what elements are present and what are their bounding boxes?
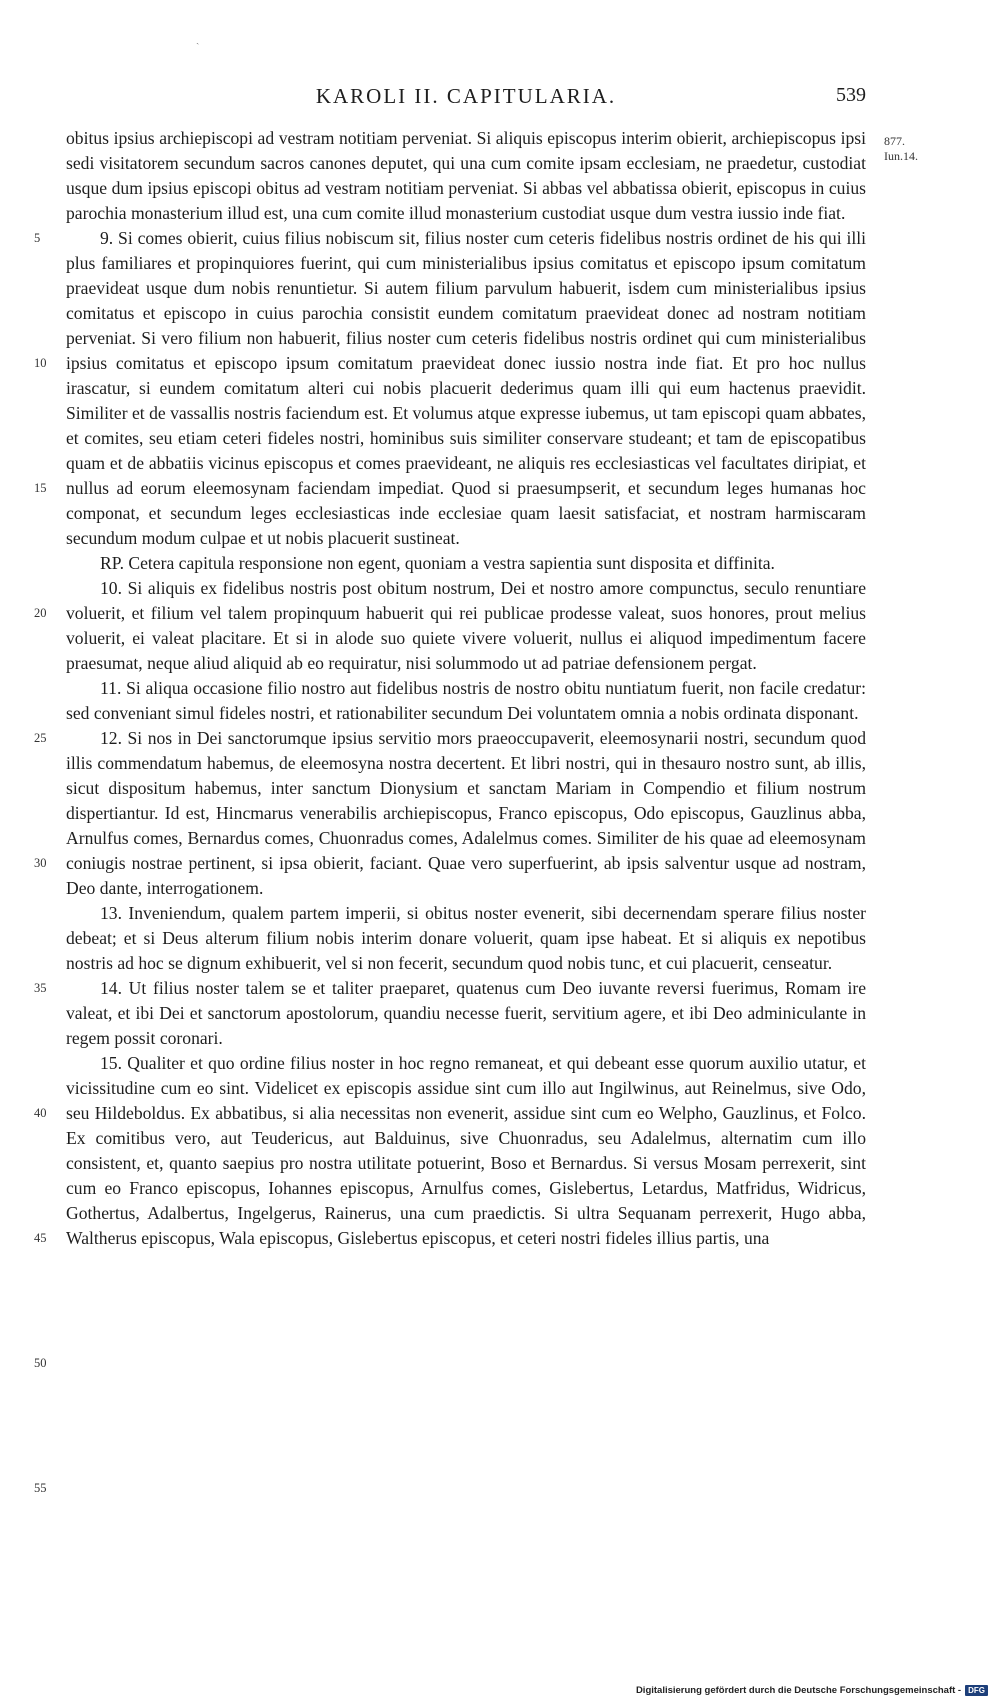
line-number: 25 [34,731,47,745]
running-title: KAROLI II. CAPITULARIA. [315,84,617,108]
line-number: 15 [34,481,47,495]
credit-text: Digitalisierung gefördert durch die Deutsche Forschungsgemeinschaft - [635,1685,962,1696]
paragraph-chapter-12: 12. Si nos in Dei sanctorumque ipsius servitio mors praeoccupaverit, eleemosynarii nostri, secundum quod illis commendatum habemus, de eleemosyna nostra decertent. Et libri nostri, qui in thesauro nostro sunt, ab illis, sicut dispositum habemus, inter sanctum Dionysium et sanctam Mariam in Compendio et filium nostrum dispertiantur. Id est, Hincmarus venerabilis archiepiscopus, Franco episcopus, Odo episcopus, Gauzlinus abba, Arnulfus comes, Bernardus comes, Chuonradus comes, Adalelmus comes. Similiter de his quae ad eleemosynam coniugis nostrae pertinent, si ipsa obierit, faciant. Quae vero superfuerint, ab ipsis salventur usque ad nostram, Deo dante, interrogationem. [66,728,866,898]
dfg-logo-icon: DFG [965,1685,988,1696]
margin-note-month: Iun.14. [884,149,918,163]
digitization-credit [636,1685,988,1696]
paragraph-chapter-11: 11. Si aliqua occasione filio nostro aut fidelibus nostris de nostro obitu nuntiatum fuerit, non facile credatur: sed conveniant simul fideles nostri, et rationabiliter secundum Dei voluntatem omnia a nobis ordinata disponant. [66,678,866,723]
paragraph-response: RP. Cetera capitula responsione non egent, quoniam a vestra sapientia sunt disposita et diffinita. [100,553,775,573]
line-number: 40 [34,1106,47,1120]
scan-mark: ˎ [196,34,200,45]
line-number: 35 [34,981,47,995]
paragraph-chapter-13: 13. Inveniendum, qualem partem imperii, si obitus noster evenerit, sibi decernendam sperare filius noster debeat; et si Deus alterum filium nobis interim donare voluerit, quam ipse habeat. Et si aliquis ex nepotibus nostris ad hoc se dignum exhibuerit, vel si non fecerit, secundum quod nobis tunc, et cui placuerit, censeatur. [66,903,866,973]
line-number: 10 [34,356,47,370]
margin-note-year: 877. [884,134,905,148]
paragraph-continuation: obitus ipsius archiepiscopi ad vestram notitiam perveniat. Si aliquis episcopus interim obierit, archiepiscopus ipsi sedi visitatorem secundum sacros canones deputet, qui una cum comite ipsam ecclesiam, ne praedetur, custodiat usque dum ipsius episcopi obitus ad vestram notitiam perveniat. Si abbas vel abbatissa obierit, episcopus in cuius parochia monasterium illud est, una cum comite illud monasterium custodiat usque dum vestra iussio inde fiat. [66,128,866,223]
margin-note-date [884,134,918,164]
line-number: 45 [34,1231,47,1245]
line-number: 20 [34,606,47,620]
paragraph-chapter-14: 14. Ut filius noster talem se et taliter praeparet, quatenus cum Deo iuvante reversi fuerimus, Romam ire valeat, et ibi Dei et sanctorum apostolorum, quandiu necesse fuerit, servitium agere, et ibi Deo adminiculante in regem possit coronari. [66,978,866,1048]
paragraph-chapter-9: 9. Si comes obierit, cuius filius nobiscum sit, filius noster cum ceteris fidelibus nostris ordinet de his qui illi plus familiares et propinquiores fuerint, qui cum ministerialibus ipsius comitatus et episcopo ipsum comitatum praevideat usque dum nobis renuntietur. Si autem filium parvulum habuerit, isdem cum ministerialibus ipsius comitatus et episcopo in cuius parochia consistit eundem comitatum praevideat donec ad nostram notitiam perveniat. Si vero filium non habuerit, filius noster cum ceteris fidelibus nostris ordinet qui cum ministerialibus ipsius comitatus et episcopo ipsum comitatum praevideat donec iussio nostra inde fiat. Et pro hoc nullus irascatur, si eundem comitatum alteri cui nobis placuerit dederimus quam illi qui eum hactenus praevidit. Similiter et de vassallis nostris faciendum est. Et volumus atque expresse iubemus, ut tam episcopi quam abbates, et comites, seu etiam ceteri fideles nostri, hominibus suis similiter conservare studeant; et tam de episcopatibus quam et de abbatiis vicinus episcopus et comes praevideant, ne aliquis res ecclesiasticas vel facultates diripiat, et nullus ad eorum eleemosynam faciendam impediat. Quod si praesumpserit, et secundum leges humanas hoc componat, et secundum leges ecclesiasticas inde ecclesiae quam laesit satisfaciat, et nostram harmiscaram secundum modum culpae et ut nobis placuerit sustineat. [66,228,866,548]
line-number: 30 [34,856,47,870]
line-number: 50 [34,1356,47,1370]
page-number: 539 [836,84,866,106]
body-text [66,126,866,1251]
paragraph-chapter-10: 10. Si aliquis ex fidelibus nostris post obitum nostrum, Dei et nostro amore compunctus, seculo renuntiare voluerit, et filium vel talem propinquum habuerit qui rei publicae prodesse valeat, suos honores, prout melius voluerit, ei valeat placitare. Et si in alode suo quiete vivere voluerit, nullus ei aliquod impedimentum facere praesumat, neque aliud aliquid ab eo requiratur, nisi solummodo ut ad patriae defensionem pergat. [66,578,866,673]
paragraph-chapter-15: 15. Qualiter et quo ordine filius noster in hoc regno remaneat, et qui debeant esse quorum auxilio utatur, et vicissitudine cum eo sint. Videlicet ex episcopis assidue sint cum illo aut Ingilwinus, aut Reinelmus, sive Odo, seu Hildeboldus. Ex abbatibus, si alia necessitas non evenerit, assidue sint cum eo Welpho, Gauzlinus, et Folco. Ex comitibus vero, aut Teudericus, aut Balduinus, sive Chuonradus, seu Adalelmus, alternatim cum illo consistent, et, quanto saepius pro nostra utilitate potuerint, Boso et Bernardus. Si versus Mosam perrexerit, sint cum eo Franco episcopus, Iohannes episcopus, Arnulfus comes, Gislebertus, Letardus, Matfridus, Widricus, Gothertus, Adalbertus, Ingelgerus, Rainerus, una cum praedictis. Si ultra Sequanam perrexerit, Hugo abba, Waltherus episcopus, Wala episcopus, Gislebertus episcopus, et ceteri nostri fideles illius partis, una [66,1053,866,1248]
line-number: 5 [34,231,41,245]
page-header [66,84,866,112]
line-number: 55 [34,1481,47,1495]
